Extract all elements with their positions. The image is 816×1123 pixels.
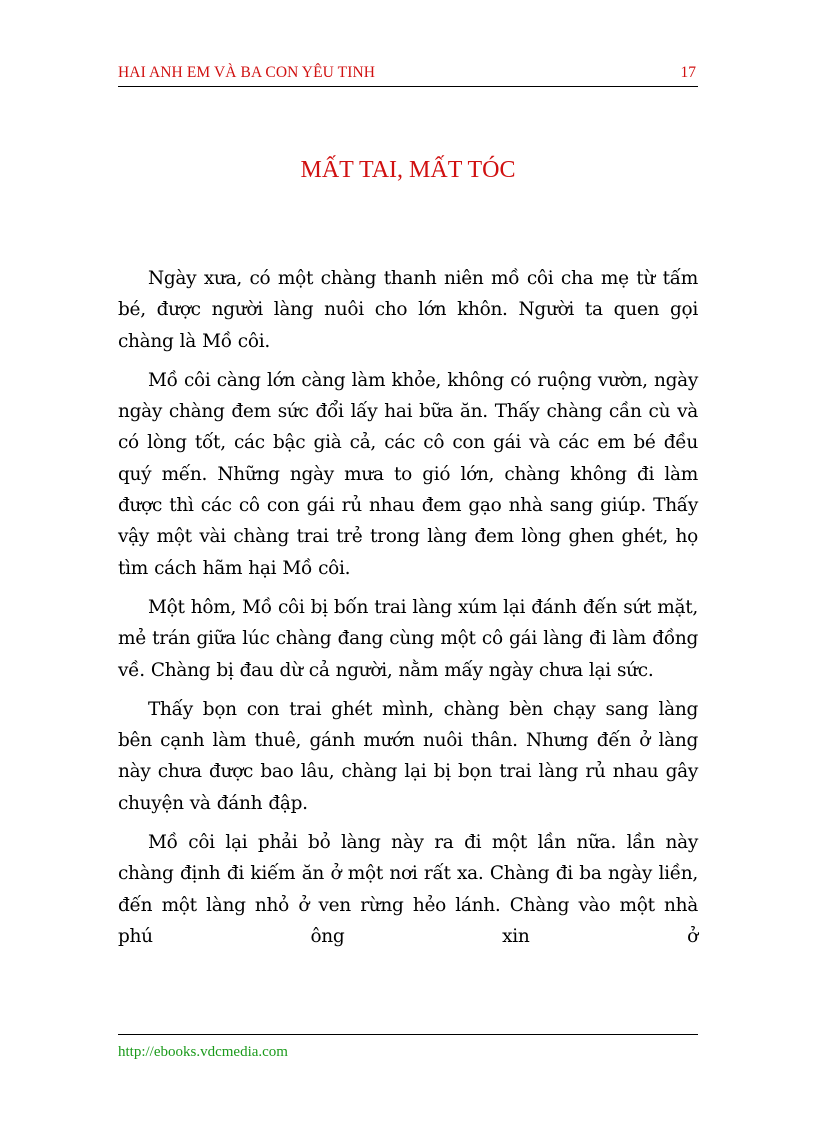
chapter-title: MẤT TAI, MẤT TÓC — [300, 157, 516, 183]
paragraph: Ngày xưa, có một chàng thanh niên mồ côi cha mẹ từ tấm bé, được người làng nuôi cho lớn khôn. Người ta quen gọi chàng là Mồ côi. — [118, 268, 698, 352]
body-text — [118, 263, 698, 960]
running-header-title: HAI ANH EM VÀ BA CON YÊU TINH — [118, 64, 376, 81]
footer-divider — [118, 1034, 698, 1035]
page-header — [118, 62, 698, 87]
paragraph: Mồ côi càng lớn càng làm khỏe, không có ruộng vườn, ngày ngày chàng đem sức đổi lấy hai bữa ăn. Thấy chàng cần cù và có lòng tốt, các bậc già cả, các cô con gái và các em bé đều quý mến. Những ngày mưa to gió lớn, chàng không đi làm được thì các cô con gái rủ nhau đem gạo nhà sang giúp. Thấy vậy một vài chàng trai trẻ trong làng đem lòng ghen ghét, họ tìm cách hãm hại Mồ côi. — [118, 369, 698, 579]
paragraph: Mồ côi lại phải bỏ làng này ra đi một lần nữa. lần này chàng định đi kiếm ăn ở một nơi rất xa. Chàng đi ba ngày liền, đến một làng nhỏ ở ven rừng hẻo lánh. Chàng vào một nhà phú ông xin ở — [118, 832, 698, 947]
footer-link[interactable]: http://ebooks.vdcmedia.com — [118, 1044, 288, 1060]
page-number: 17 — [680, 64, 696, 81]
paragraph: Một hôm, Mồ côi bị bốn trai làng xúm lại đánh đến sứt mặt, mẻ trán giữa lúc chàng đang cùng một cô gái làng đi làm đồng về. Chàng bị đau dừ cả người, nằm mấy ngày chưa lại sức. — [118, 596, 698, 681]
paragraph: Thấy bọn con trai ghét mình, chàng bèn chạy sang làng bên cạnh làm thuê, gánh mướn nuôi thân. Nhưng đến ở làng này chưa được bao lâu, chàng lại bị bọn trai làng rủ nhau gây chuyện và đánh đập. — [118, 698, 698, 814]
